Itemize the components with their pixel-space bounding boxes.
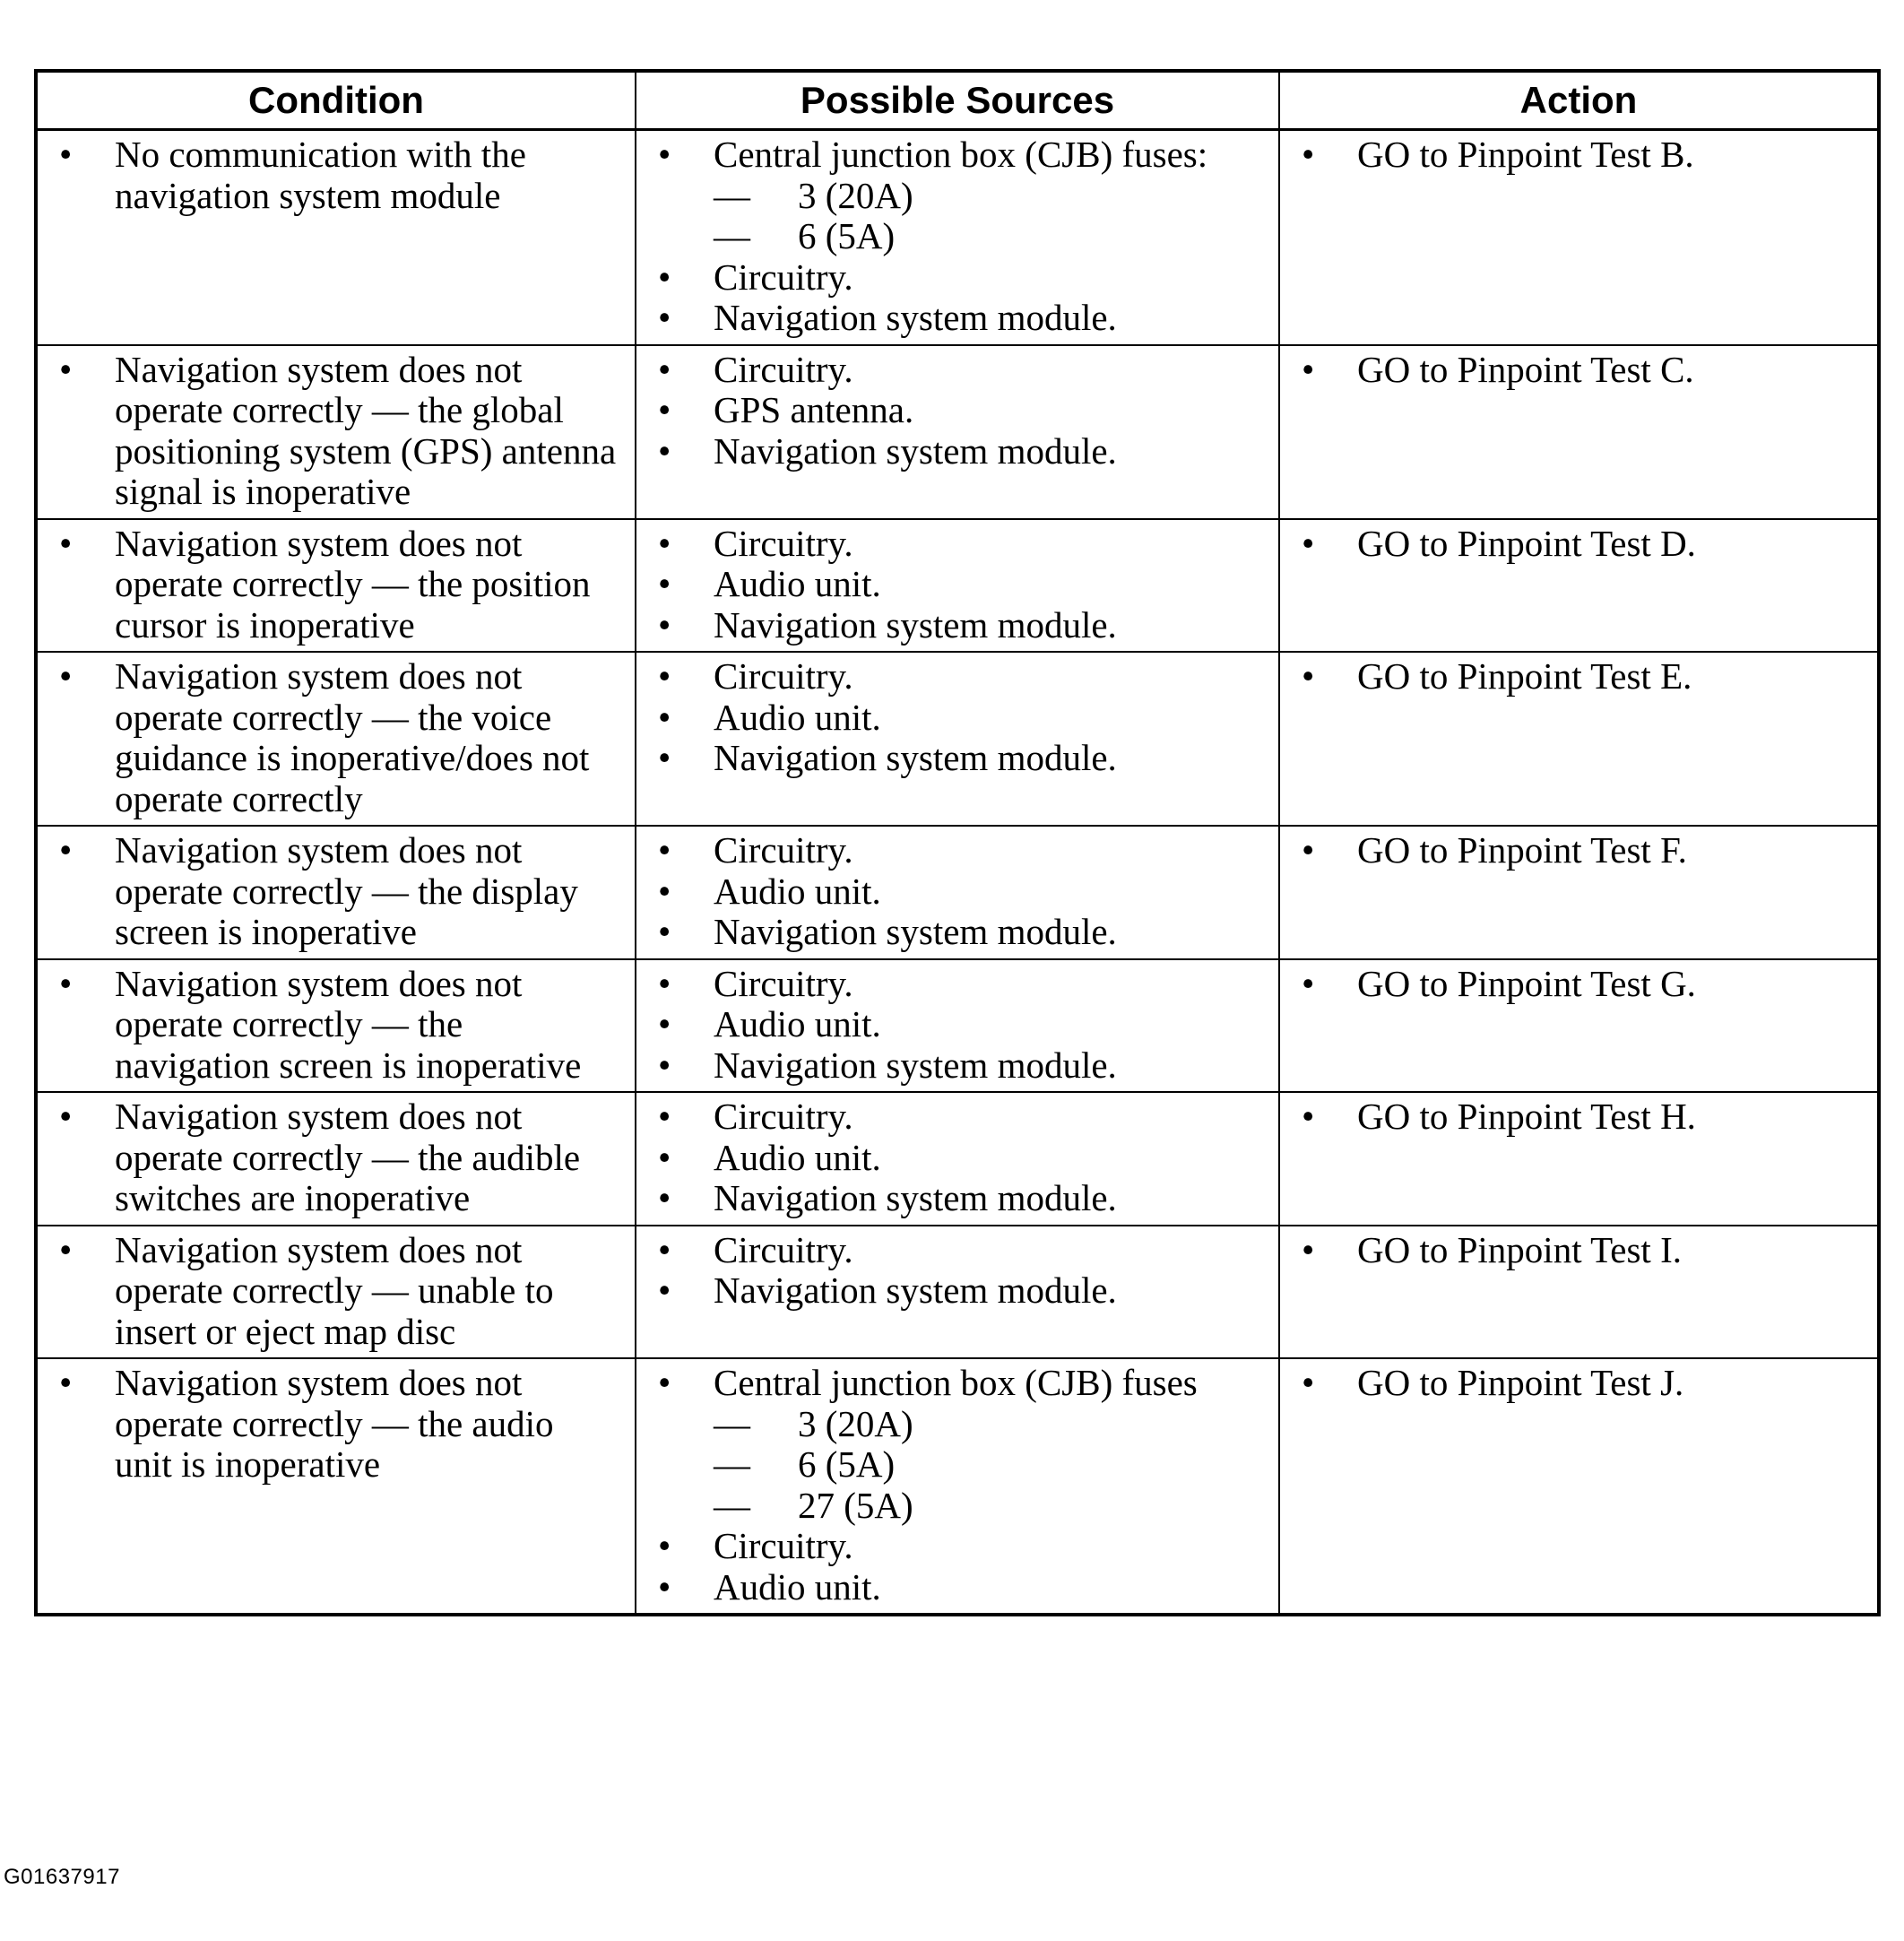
condition-list <box>52 1096 617 1219</box>
source-text: Navigation system module. <box>714 1177 1117 1218</box>
action-item: • GO to Pinpoint Test F. <box>1294 830 1859 871</box>
condition-list <box>52 1230 617 1353</box>
condition-list <box>52 350 617 513</box>
condition-item: • Navigation system does not operate correctly — the position cursor is inoperative <box>52 524 617 646</box>
source-item <box>651 964 1260 1005</box>
source-item <box>651 1004 1260 1045</box>
condition-item: • Navigation system does not operate correctly — the audible switches are inoperative <box>52 1096 617 1219</box>
source-text: Navigation system module. <box>714 603 1117 646</box>
action-cell <box>1279 652 1879 826</box>
fuse-item: — 3 (20A) <box>714 1404 1260 1445</box>
source-item <box>651 350 1260 391</box>
condition-list <box>52 134 617 216</box>
condition-list <box>52 964 617 1087</box>
condition-item: • Navigation system does not operate correctly — the display screen is inoperative <box>52 830 617 953</box>
condition-item: • Navigation system does not operate correctly — unable to insert or eject map disc <box>52 1230 617 1353</box>
source-item <box>651 524 1260 565</box>
source-item <box>651 564 1260 605</box>
source-item <box>651 390 1260 431</box>
source-item <box>651 656 1260 698</box>
table-row <box>36 959 1879 1093</box>
sources-list <box>651 1230 1260 1312</box>
source-text: Navigation system module. <box>714 737 1117 778</box>
action-item: • GO to Pinpoint Test H. <box>1294 1096 1859 1138</box>
figure-id: G01637917 <box>4 1865 120 1889</box>
source-text: Central junction box (CJB) fuses: <box>714 134 1208 175</box>
source-item <box>651 431 1260 472</box>
action-cell <box>1279 345 1879 519</box>
action-list <box>1294 656 1859 698</box>
action-item: • GO to Pinpoint Test J. <box>1294 1363 1859 1404</box>
fuse-list <box>714 176 1260 257</box>
source-item <box>651 738 1260 779</box>
sources-list <box>651 964 1260 1087</box>
sources-list <box>651 1363 1260 1607</box>
table-row <box>36 130 1879 345</box>
condition-header: Condition <box>36 71 636 130</box>
condition-cell <box>36 130 636 345</box>
diagnostic-sheet <box>34 69 1877 1616</box>
source-text: Circuitry. <box>714 1228 853 1270</box>
action-item: • GO to Pinpoint Test G. <box>1294 964 1859 1005</box>
sources-list <box>651 1096 1260 1219</box>
source-text: Audio unit. <box>714 1003 881 1044</box>
condition-cell <box>36 1226 636 1359</box>
condition-item: • Navigation system does not operate correctly — the global positioning system (GPS) antenna signal is inoperative <box>52 350 617 513</box>
condition-item: • Navigation system does not operate correctly — the voice guidance is inoperative/does not operate correctly <box>52 656 617 819</box>
condition-item: • Navigation system does not operate correctly — the navigation screen is inoperative <box>52 964 617 1087</box>
condition-list <box>52 830 617 953</box>
sources-list <box>651 656 1260 779</box>
possible-sources-cell <box>636 1358 1279 1615</box>
action-list <box>1294 1363 1859 1404</box>
source-text: Navigation system module. <box>714 429 1117 472</box>
table-row <box>36 652 1879 826</box>
source-text: Circuitry. <box>714 256 853 298</box>
source-text: Audio unit. <box>714 563 881 604</box>
source-text: Circuitry. <box>714 1525 853 1566</box>
possible-sources-cell <box>636 519 1279 653</box>
action-item: • GO to Pinpoint Test I. <box>1294 1230 1859 1271</box>
header-row <box>36 71 1879 130</box>
source-text: GPS antenna. <box>714 389 914 430</box>
possible-sources-header: Possible Sources <box>636 71 1279 130</box>
source-item <box>651 1363 1260 1526</box>
source-item <box>651 1045 1260 1087</box>
possible-sources-cell <box>636 130 1279 345</box>
source-item <box>651 257 1260 299</box>
sources-list <box>651 350 1260 472</box>
action-cell <box>1279 959 1879 1093</box>
condition-cell <box>36 1358 636 1615</box>
action-list <box>1294 134 1859 176</box>
condition-cell <box>36 345 636 519</box>
fuse-item: — 27 (5A) <box>714 1486 1260 1527</box>
action-cell <box>1279 1226 1879 1359</box>
table-body <box>36 130 1879 1616</box>
condition-list <box>52 656 617 819</box>
possible-sources-cell <box>636 826 1279 959</box>
source-item <box>651 1178 1260 1219</box>
source-text: Circuitry. <box>714 1096 853 1137</box>
source-item <box>651 698 1260 739</box>
fuse-item: — 3 (20A) <box>714 176 1260 217</box>
action-list <box>1294 524 1859 565</box>
table-row <box>36 826 1879 959</box>
fuse-item: — 6 (5A) <box>714 1444 1260 1486</box>
action-item: • GO to Pinpoint Test B. <box>1294 134 1859 176</box>
condition-cell <box>36 1092 636 1226</box>
possible-sources-cell <box>636 345 1279 519</box>
source-text: Navigation system module. <box>714 1044 1117 1086</box>
action-header: Action <box>1279 71 1879 130</box>
possible-sources-cell <box>636 1226 1279 1359</box>
condition-cell <box>36 652 636 826</box>
action-list <box>1294 964 1859 1005</box>
table-row <box>36 345 1879 519</box>
action-cell <box>1279 826 1879 959</box>
action-list <box>1294 350 1859 391</box>
condition-cell <box>36 826 636 959</box>
source-item <box>651 605 1260 646</box>
action-cell <box>1279 1358 1879 1615</box>
source-item <box>651 1138 1260 1179</box>
source-text: Circuitry. <box>714 829 853 871</box>
source-item <box>651 298 1260 339</box>
action-item: • GO to Pinpoint Test D. <box>1294 524 1859 565</box>
source-text: Circuitry. <box>714 348 853 390</box>
action-item: • GO to Pinpoint Test C. <box>1294 350 1859 391</box>
source-text: Audio unit. <box>714 1136 881 1178</box>
source-text: Audio unit. <box>714 696 881 738</box>
table-row <box>36 519 1879 653</box>
action-list <box>1294 1096 1859 1138</box>
condition-item: • No communication with the navigation system module <box>52 134 617 216</box>
source-item <box>651 134 1260 257</box>
sources-list <box>651 524 1260 646</box>
source-text: Circuitry. <box>714 962 853 1004</box>
condition-item: • Navigation system does not operate correctly — the audio unit is inoperative <box>52 1363 617 1486</box>
source-item <box>651 830 1260 871</box>
source-text: Circuitry. <box>714 655 853 697</box>
source-text: Navigation system module. <box>714 297 1117 338</box>
source-item <box>651 1526 1260 1567</box>
condition-cell <box>36 959 636 1093</box>
action-cell <box>1279 130 1879 345</box>
possible-sources-cell <box>636 652 1279 826</box>
source-text: Navigation system module. <box>714 1269 1117 1311</box>
source-item <box>651 1567 1260 1608</box>
symptom-chart-table <box>34 69 1881 1616</box>
action-cell <box>1279 1092 1879 1226</box>
action-cell <box>1279 519 1879 653</box>
possible-sources-cell <box>636 1092 1279 1226</box>
source-item <box>651 1270 1260 1312</box>
fuse-list <box>714 1404 1260 1527</box>
sources-list <box>651 830 1260 953</box>
table-row <box>36 1226 1879 1359</box>
source-item <box>651 1096 1260 1138</box>
source-text: Circuitry. <box>714 522 853 564</box>
source-item <box>651 1230 1260 1271</box>
condition-list <box>52 524 617 646</box>
source-text: Central junction box (CJB) fuses <box>714 1362 1198 1403</box>
source-text: Audio unit. <box>714 1565 881 1607</box>
possible-sources-cell <box>636 959 1279 1093</box>
condition-list <box>52 1363 617 1486</box>
table-row <box>36 1092 1879 1226</box>
source-item <box>651 871 1260 913</box>
table-row <box>36 1358 1879 1615</box>
sources-list <box>651 134 1260 339</box>
action-list <box>1294 830 1859 871</box>
source-text: Audio unit. <box>714 870 881 912</box>
action-item: • GO to Pinpoint Test E. <box>1294 656 1859 698</box>
source-item <box>651 912 1260 953</box>
fuse-item: — 6 (5A) <box>714 216 1260 257</box>
source-text: Navigation system module. <box>714 911 1117 952</box>
condition-cell <box>36 519 636 653</box>
action-list <box>1294 1230 1859 1271</box>
